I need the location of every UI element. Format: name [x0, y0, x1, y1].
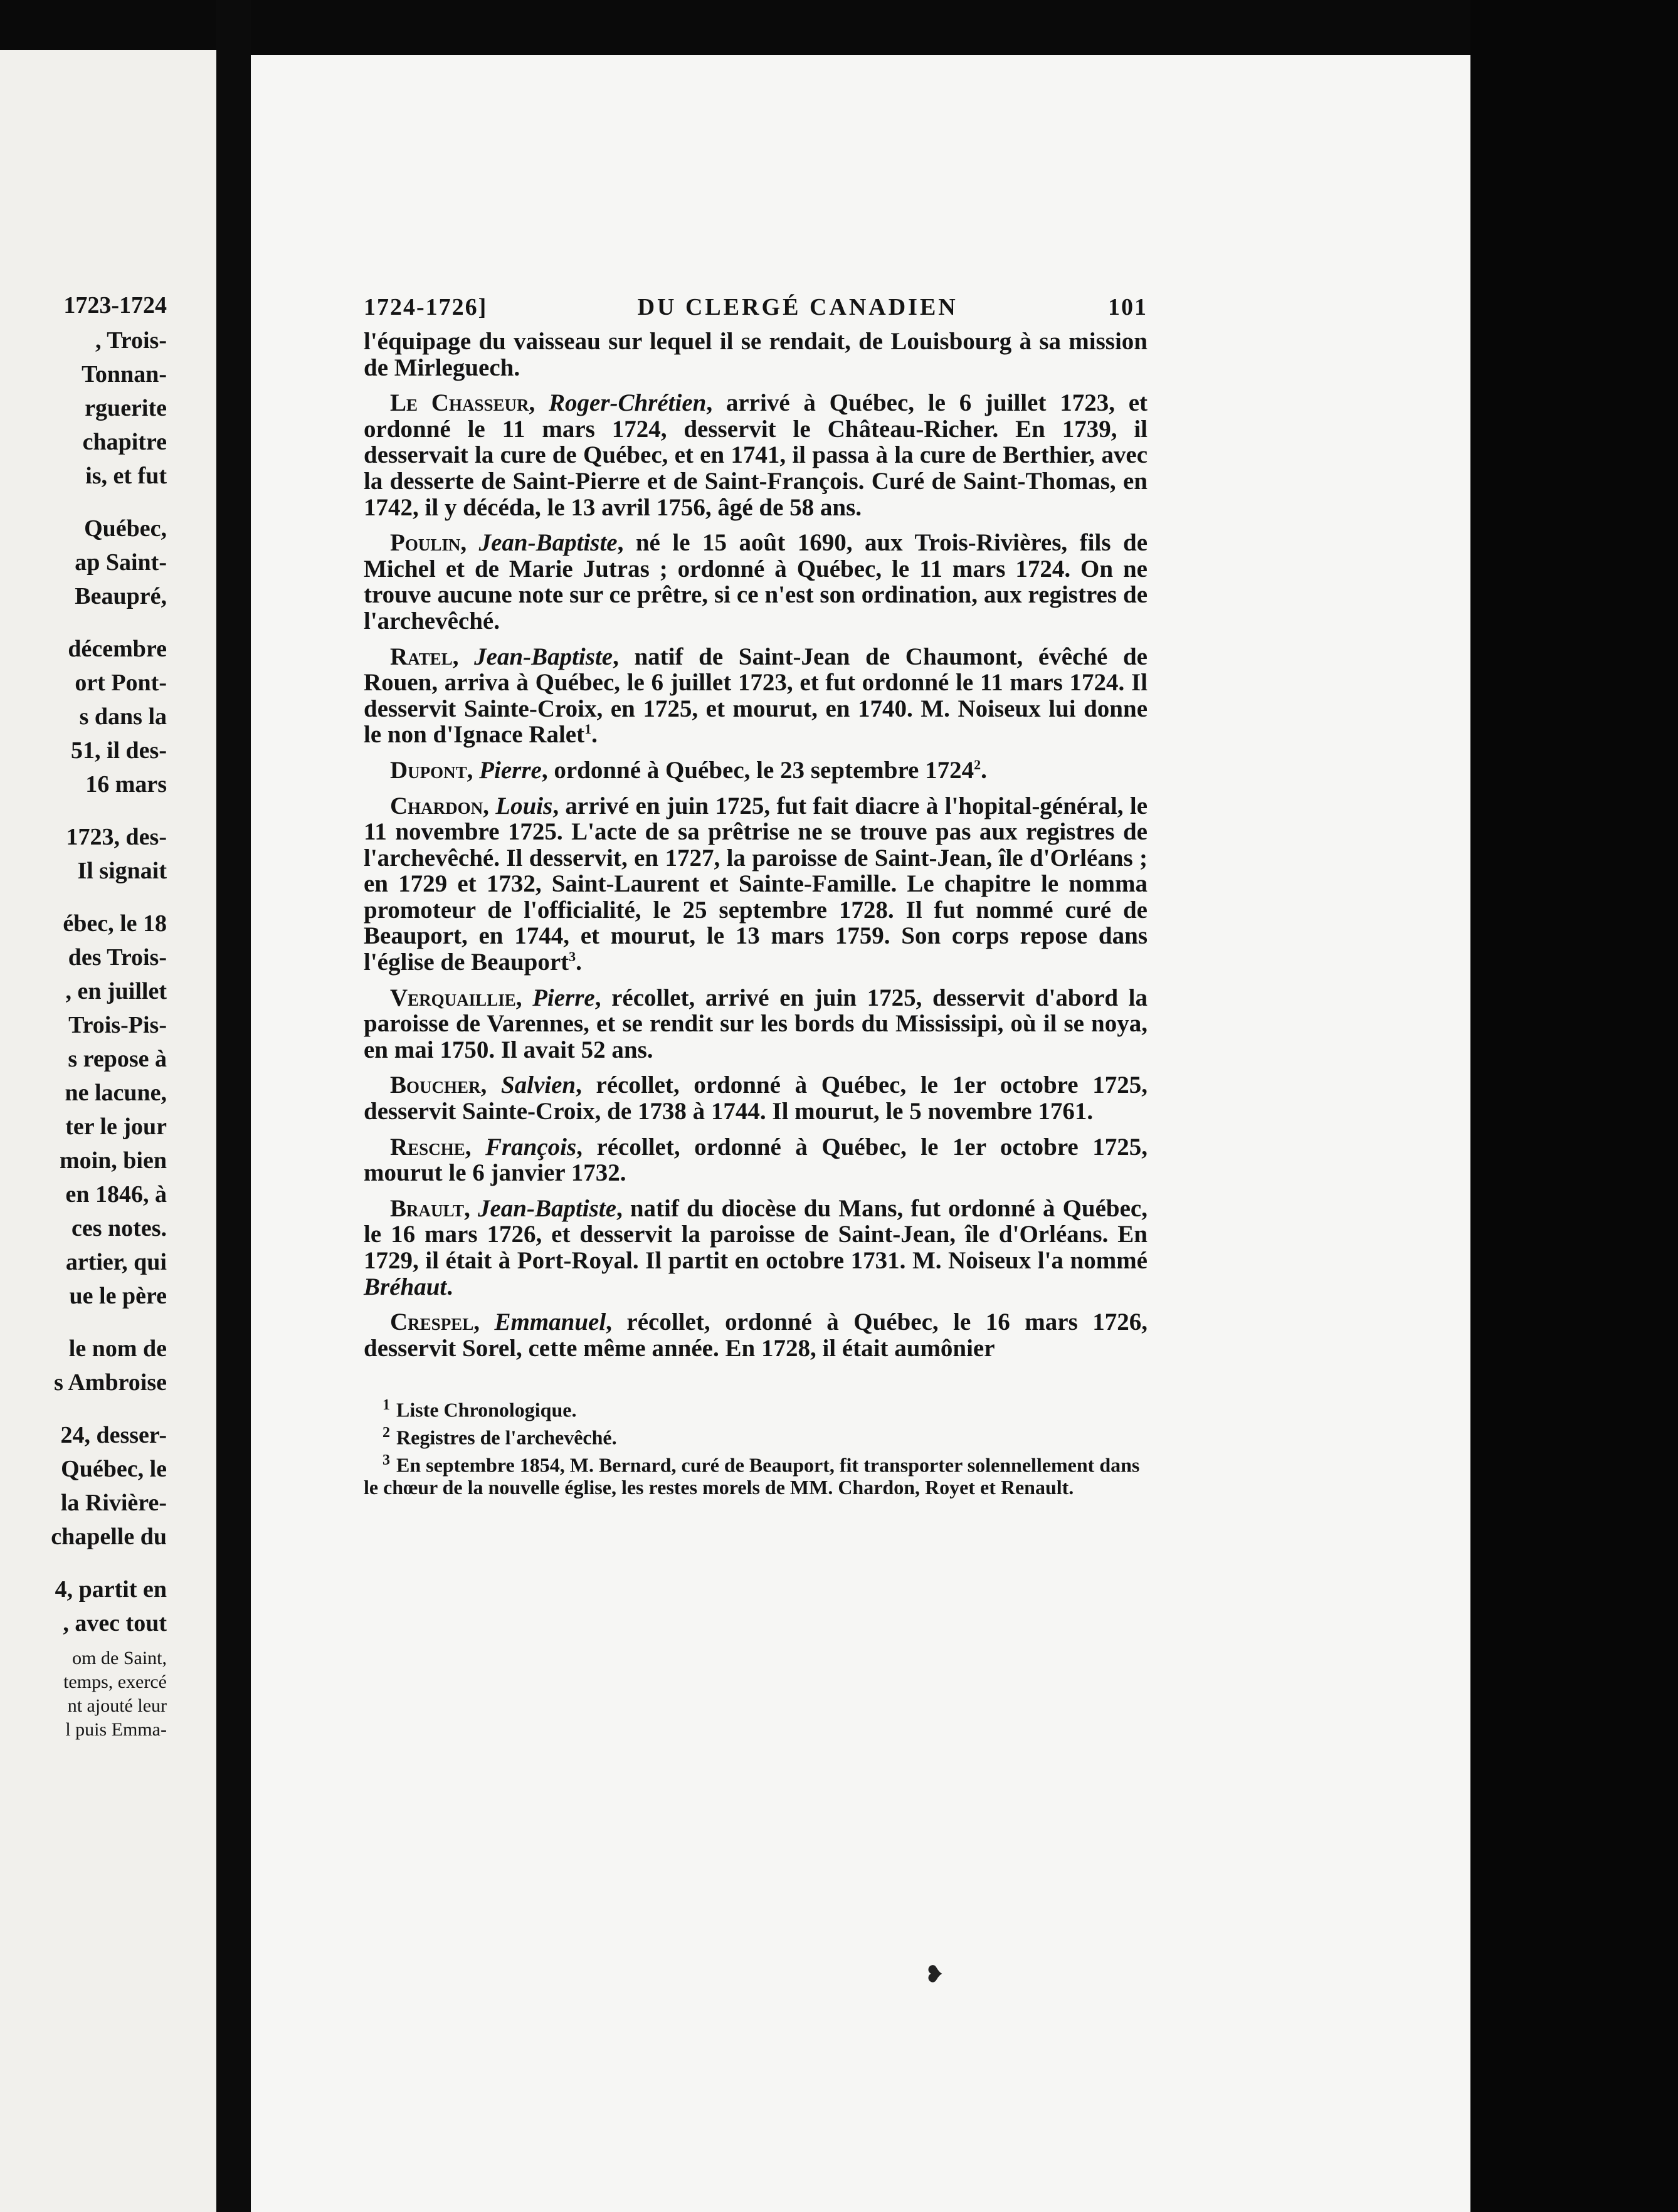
entry-text: l'équipage du vaisseau sur lequel il se rendait, de Louisbourg à sa mission de Mirleguech. — [364, 328, 1148, 381]
entry-punctuation: . — [576, 949, 582, 976]
footnote-reference: 1 — [584, 721, 592, 737]
facing-page-line: en 1846, à — [65, 1181, 167, 1208]
facing-page-line: 16 mars — [85, 771, 167, 798]
body-text — [364, 329, 1148, 1361]
facing-page-line: 24, desser- — [60, 1422, 167, 1448]
facing-page-line: Québec, le — [61, 1456, 167, 1482]
facing-page-fragment — [0, 50, 221, 2212]
facing-page-line: des Trois- — [68, 944, 167, 971]
facing-page-footnote-line: om de Saint, — [72, 1648, 167, 1668]
entry-paragraph: Brault, Jean-Baptiste, natif du diocèse du Mans, fut ordonné à Québec, le 16 mars 1726, et desservit la paroisse de Saint-Jean, île d'Orléans. En 1729, il était à Port-Royal. Il partit en octobre 1731. M. Noiseux l'a nommé Bréhaut. — [364, 1194, 1148, 1300]
page-content — [364, 293, 1148, 1498]
facing-page-line: is, et fut — [85, 463, 167, 489]
footnote-text: Liste Chronologique. — [396, 1399, 577, 1422]
running-head-title: DU CLERGÉ CANADIEN — [637, 294, 958, 320]
facing-page-line: chapitre — [82, 429, 167, 455]
book-spine — [216, 0, 251, 2212]
facing-page-line: Il signait — [77, 858, 167, 884]
entry-surname: Le Chasseur — [390, 389, 529, 417]
facing-page-line: s dans la — [79, 703, 167, 730]
footnote-text: Registres de l'archevêché. — [396, 1426, 617, 1449]
facing-page-line: ne lacune, — [65, 1080, 167, 1106]
book-page — [251, 55, 1470, 2212]
facing-page-line: , avec tout — [63, 1610, 167, 1636]
facing-page-line: , Trois- — [95, 327, 167, 354]
entry-given-name: François — [485, 1133, 577, 1161]
footnote — [364, 1449, 1148, 1499]
facing-page-line: artier, qui — [65, 1249, 167, 1275]
entry-text: , né le 15 août 1690, aux Trois-Rivières, fils de Michel et de Marie Jutras ; ordonné à Québec, le 11 mars 1724. On ne trouve aucune note sur ce prêtre, si ce n'est son ordination, aux registres de l'archevêché. — [364, 529, 1148, 635]
entry-surname: Ratel — [390, 643, 453, 670]
footnote — [364, 1421, 1148, 1449]
page-edge-shadow — [1470, 0, 1678, 2212]
entry-paragraph — [364, 329, 1148, 381]
running-head-years: 1724-1726] — [364, 294, 488, 320]
entry-paragraph: Boucher, Salvien, récollet, ordonné à Québec, le 1er octobre 1725, desservit Sainte-Croix, de 1738 à 1744. Il mourut, le 5 novembre 1761. — [364, 1072, 1148, 1125]
footnote-number: 2 — [383, 1425, 390, 1441]
facing-page-line: ces notes. — [71, 1215, 167, 1241]
entry-punctuation: . — [446, 1273, 453, 1300]
entry-paragraph: Dupont, Pierre, ordonné à Québec, le 23 septembre 1724$^2$. — [390, 756, 987, 784]
facing-page-line: 51, il des- — [70, 737, 167, 764]
entry-given-name: Jean-Baptiste — [474, 643, 613, 670]
stray-ink-mark: ❥ — [925, 1962, 944, 1987]
entry-text: , ordonné à Québec, le 23 septembre 1724 — [541, 756, 974, 784]
facing-page-line: ue le père — [69, 1283, 167, 1309]
facing-page-line: la Rivière- — [60, 1490, 167, 1516]
entry-paragraph: Crespel, Emmanuel, récollet, ordonné à Québec, le 16 mars 1726, desservit Sorel, cette même année. En 1728, il était aumônier — [364, 1309, 1148, 1362]
facing-page-line: le nom de — [68, 1335, 167, 1362]
entry-given-name: Louis — [495, 792, 553, 819]
entry-paragraph: Verquaillie, Pierre, récollet, arrivé en juin 1725, desservit d'abord la paroisse de Varennes, et se rendit sur les bords du Mississipi, où il se noya, en mai 1750. Il avait 52 ans. — [364, 984, 1148, 1063]
entry-surname: Crespel — [390, 1309, 474, 1336]
facing-page-line: ébec, le 18 — [63, 910, 167, 937]
entry-punctuation: . — [981, 756, 987, 784]
footnote-text: En septembre 1854, M. Bernard, curé de Beauport, fit transporter solennellement dans le chœur de la nouvelle église, les restes morels de MM. Chardon, Royet et Renault. — [364, 1453, 1140, 1499]
entry-surname: Verquaillie — [390, 984, 516, 1011]
footnote-number: 1 — [383, 1397, 390, 1414]
facing-page-footnote-line: temps, exercé — [63, 1672, 167, 1692]
footnote-reference: 3 — [569, 949, 576, 965]
entry-surname: Brault — [390, 1194, 465, 1222]
entry-paragraph: Poulin, Jean-Baptiste, né le 15 août 1690, aux Trois-Rivières, fils de Michel et de Marie Jutras ; ordonné à Québec, le 11 mars 1724. On ne trouve aucune note sur ce prêtre, si ce n'est son ordination, aux registres de l'archevêché. — [364, 529, 1148, 635]
facing-page-line: 1723, des- — [66, 824, 167, 850]
facing-page-footnote-line: l puis Emma- — [65, 1719, 167, 1740]
facing-page-line: 4, partit en — [55, 1576, 167, 1603]
page-number: 101 — [1108, 294, 1148, 320]
footnote-number: 3 — [383, 1451, 390, 1468]
entry-given-name: Pierre — [479, 756, 542, 784]
entry-text: , natif du diocèse du Mans, fut ordonné à Québec, le 16 mars 1726, et desservit la paroisse de Saint-Jean, île d'Orléans. En 1729, il était à Port-Royal. Il partit en octobre 1731. M. Noiseux l'a nommé — [364, 1194, 1148, 1274]
facing-page-footnote-line: nt ajouté leur — [67, 1695, 167, 1716]
entry-given-name: Roger-Chrétien — [549, 389, 707, 417]
facing-page-line: moin, bien — [59, 1147, 167, 1174]
entry-surname: Dupont — [390, 756, 467, 784]
facing-page-line: ap Saint- — [75, 549, 167, 576]
footnotes — [364, 1394, 1148, 1498]
facing-page-line: Tonnan- — [82, 361, 167, 387]
entry-given-name: Jean-Baptiste — [477, 1194, 616, 1222]
entry-given-name: Emmanuel — [494, 1309, 606, 1336]
entry-text: , récollet, ordonné à Québec, le 1er octobre 1725, mourut le 6 janvier 1732. — [364, 1133, 1148, 1187]
facing-page-line: Beaupré, — [75, 583, 167, 609]
facing-page-line: Québec, — [84, 515, 167, 542]
facing-page-line: s repose à — [68, 1046, 167, 1072]
facing-page-line: ort Pont- — [75, 670, 167, 696]
entry-given-name: Jean-Baptiste — [478, 529, 618, 557]
entry-surname: Resche — [390, 1133, 465, 1161]
facing-page-line: ter le jour — [65, 1114, 167, 1140]
entry-text: , récollet, ordonné à Québec, le 16 mars 1726, desservit Sorel, cette même année. En 1728, il était aumônier — [364, 1309, 1148, 1362]
entry-paragraph: Le Chasseur, Roger-Chrétien, arrivé à Québec, le 6 juillet 1723, et ordonné le 11 mars 1724, desservit le Château-Richer. En 1739, il desservait la cure de Québec, et en 1741, il passa à la cure de Berthier, avec la desserte de Saint-Pierre et de Saint-François. Curé de Saint-Thomas, en 1742, il y décéda, le 13 avril 1756, âgé de 58 ans. — [364, 389, 1148, 521]
footnote — [364, 1394, 1148, 1421]
entry-given-name: Salvien — [500, 1072, 576, 1099]
entry-surname: Boucher — [390, 1072, 481, 1099]
entry-surname: Chardon — [390, 792, 483, 819]
facing-page-line: , en juillet — [65, 978, 167, 1004]
facing-page-line: rguerite — [85, 395, 167, 421]
entry-text: , arrivé à Québec, le 6 juillet 1723, et ordonné le 11 mars 1724, desservit le Château-Richer. En 1739, il desservait la cure de Québec, et en 1741, il passa à la cure de Berthier, avec la desserte de Saint-Pierre et de Saint-François. Curé de Saint-Thomas, en 1742, il y décéda, le 13 avril 1756, âgé de 58 ans. — [364, 389, 1148, 521]
entry-paragraph: Resche, François, récollet, ordonné à Québec, le 1er octobre 1725, mourut le 6 janvier 1732. — [364, 1133, 1148, 1187]
entry-given-name: Pierre — [532, 984, 595, 1011]
entry-paragraph: Ratel, Jean-Baptiste, natif de Saint-Jean de Chaumont, évêché de Rouen, arriva à Québec, le 6 juillet 1723, et fut ordonné le 11 mars 1724. Il desservit Sainte-Croix, en 1725, et mourut, en 1740. M. Noiseux lui donne le non d'Ignace Ralet$^1$. — [364, 643, 1148, 749]
facing-page-line: s Ambroise — [54, 1369, 167, 1396]
facing-page-header: 1723-1724 — [63, 292, 167, 319]
entry-text: , natif de Saint-Jean de Chaumont, évêché de Rouen, arriva à Québec, le 6 juillet 1723, et fut ordonné le 11 mars 1724. Il desservit Sainte-Croix, en 1725, et mourut, en 1740. M. Noiseux lui donne le non d'Ignace Ralet — [364, 643, 1148, 749]
facing-page-line: décembre — [68, 636, 167, 662]
facing-page-line: Trois-Pis- — [68, 1012, 167, 1038]
entry-paragraph: Chardon, Louis, arrivé en juin 1725, fut fait diacre à l'hopital-général, le 11 novembre 1725. L'acte de sa prêtrise ne se trouve pas aux registres de l'archevêché. Il desservit, en 1727, la paroisse de Saint-Jean, île d'Orléans ; en 1729 et 1732, Saint-Laurent et Sainte-Famille. Le chapitre le nomma promoteur de l'officialité, le 25 septembre 1728. Il fut nommé curé de Beauport, en 1744, et mourut, le 13 mars 1759. Son corps repose dans l'église de Beauport$^3$. — [364, 792, 1148, 976]
entry-text: , récollet, ordonné à Québec, le 1er octobre 1725, desservit Sainte-Croix, de 1738 à 1744. Il mourut, le 5 novembre 1761. — [364, 1072, 1148, 1125]
entry-surname: Poulin — [390, 529, 461, 557]
entry-italic-name: Bréhaut — [364, 1273, 447, 1300]
footnote-reference: 2 — [974, 756, 981, 772]
running-head — [364, 293, 1148, 329]
entry-text: , récollet, arrivé en juin 1725, desservit d'abord la paroisse de Varennes, et se rendit sur les bords du Mississipi, où il se noya, en mai 1750. Il avait 52 ans. — [364, 984, 1148, 1063]
entry-text: , arrivé en juin 1725, fut fait diacre à l'hopital-général, le 11 novembre 1725. L'acte de sa prêtrise ne se trouve pas aux registres de l'archevêché. Il desservit, en 1727, la paroisse de Saint-Jean, île d'Orléans ; en 1729 et 1732, Saint-Laurent et Sainte-Famille. Le chapitre le nomma promoteur de l'officialité, le 25 septembre 1728. Il fut nommé curé de Beauport, en 1744, et mourut, le 13 mars 1759. Son corps repose dans l'église de Beauport — [364, 792, 1148, 976]
entry-punctuation: . — [591, 721, 598, 749]
facing-page-line: chapelle du — [51, 1524, 167, 1550]
